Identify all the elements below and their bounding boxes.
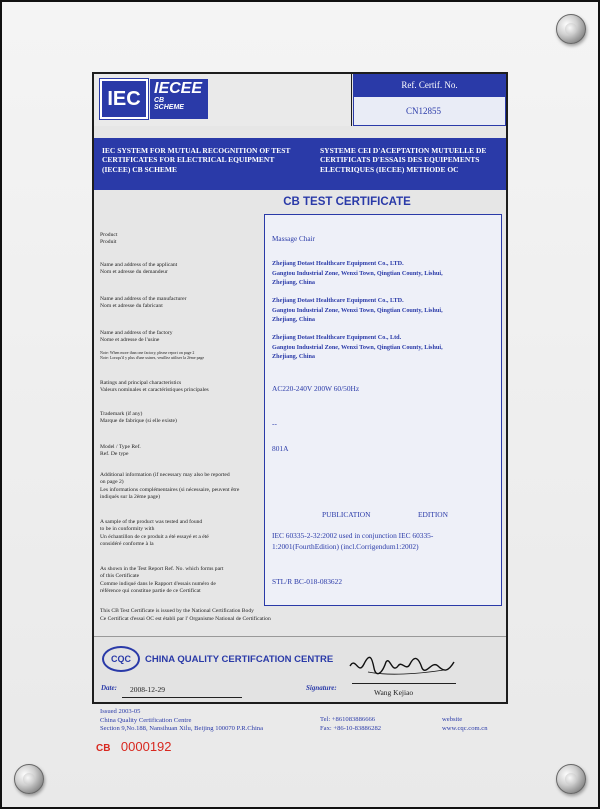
cqc-logo-icon: CQC — [102, 646, 140, 672]
iecee-logo-cb: CB — [154, 97, 165, 104]
manufacturer-label-en: Name and address of the manufacturer — [100, 296, 187, 302]
model-label-fr: Ref. De type — [100, 451, 129, 458]
additional-info-label — [100, 472, 239, 501]
bottom-right-screw-icon — [556, 764, 586, 794]
test-report-label — [100, 566, 223, 595]
ratings-value: AC220-240V 200W 60/50Hz — [272, 384, 360, 393]
factory-note-en: Note: When more than one factory, please report on page 2 — [100, 350, 195, 355]
footer-fax: Fax: +86-10-83886282 — [320, 724, 382, 732]
report-label-fr-1: Comme indiqué dans le Rapport d'essais numéro de — [100, 580, 216, 587]
sample-label-fr-2: considéré conforme à la — [100, 540, 154, 547]
sample-label-en-2: to be in conformity with — [100, 526, 155, 533]
banner-english: IEC SYSTEM FOR MUTUAL RECOGNITION OF TEST CERTIFICATES FOR ELECTRICAL EQUIPMENT (IECEE) CB SCHEME — [102, 146, 291, 174]
certification-centre-name: CHINA QUALITY CERTIFCATION CENTRE — [145, 654, 334, 665]
top-right-screw-icon — [556, 14, 586, 44]
standard-value — [272, 530, 500, 553]
trademark-label-en: Trademark (if any) — [100, 411, 143, 417]
sample-conformity-label — [100, 519, 209, 548]
date-value: 2008-12-29 — [130, 685, 165, 694]
model-label-en: Model / Type Ref. — [100, 444, 141, 450]
date-label: Date: — [101, 684, 117, 692]
logo-area — [94, 74, 352, 126]
applicant-region: Zhejiang, China — [272, 279, 315, 287]
factory-value — [272, 333, 500, 362]
serial-prefix: CB — [96, 743, 111, 754]
factory-name: Zhejiang Dotast Healthcare Equipment Co., Ltd. — [272, 334, 402, 341]
certificate-header — [94, 74, 506, 126]
manufacturer-value — [272, 296, 500, 325]
factory-label-en: Name and address of the factory — [100, 330, 173, 336]
serial-value: 0000192 — [120, 739, 172, 754]
footer-website-url: www.cqc.com.cn — [442, 724, 488, 732]
product-label — [100, 232, 117, 247]
scheme-banner — [94, 138, 506, 190]
publication-header: PUBLICATION — [322, 510, 371, 519]
factory-note-fr: Note: Lorsqu'il y plus d'une usines, veuillez utiliser la 2ème page — [100, 354, 205, 360]
applicant-label-en: Name and address of the applicant — [100, 262, 178, 268]
report-label-fr-2: référence qui constitue partie de ce Certificat — [100, 587, 201, 594]
manufacturer-name: Zhejiang Dotast Healthcare Equipment Co., LTD. — [272, 297, 404, 304]
report-label-en-2: of this Certificate — [100, 573, 140, 580]
ratings-label-fr: Valeurs nominales et caractéristiques principales — [100, 387, 209, 394]
sample-label-en-1: A sample of the product was tested and found — [100, 519, 203, 525]
iecee-logo-text: IECEE — [154, 80, 203, 97]
additional-info-fr-2: indiqués sur la 2ème page) — [100, 493, 160, 500]
product-value: Massage Chair — [272, 235, 315, 243]
trademark-label-fr: Marque de fabrique (si elle existe) — [100, 418, 177, 425]
manufacturer-address: Gangtou Industrial Zone, Wenxi Town, Qingtian County, Lishui, — [272, 306, 443, 314]
factory-note — [100, 351, 204, 361]
banner-french: SYSTEME CEI D'ACEPTATION MUTUELLE DE CERTIFICATS D'ESSAIS DES EQUIPEMENTS ELECTRIQUES (IECEE) METHODE OC — [320, 146, 487, 174]
manufacturer-label-fr: Nom et adresse du fabricant — [100, 303, 163, 310]
model-label — [100, 444, 141, 459]
standard-value-1: IEC 60335-2-32:2002 used in conjunction IEC 60335- — [272, 531, 434, 540]
signatory-name: Wang Kejiao — [374, 688, 414, 697]
footer-address: Section 9,No.188, Nansihuan Xilu, Beijing 100070 P.R.China — [100, 725, 264, 733]
applicant-address: Gangtou Industrial Zone, Wenxi Town, Qingtian County, Lishui, — [272, 269, 443, 277]
handwritten-signature-icon — [348, 652, 458, 682]
iecee-cb-logo-icon — [150, 79, 208, 119]
serial-number — [96, 738, 172, 756]
iecee-logo-scheme: SCHEME — [154, 104, 184, 111]
manufacturer-region: Zhejiang, China — [272, 316, 315, 324]
additional-info-en-1: Additional information (if necessary may also be reported — [100, 472, 230, 478]
trademark-value: -- — [272, 419, 277, 428]
footer-organisation: China Quality Certification Centre — [100, 716, 192, 724]
product-label-en: Product — [100, 232, 118, 238]
manufacturer-label — [100, 296, 187, 311]
model-value: 801A — [272, 444, 289, 453]
ratings-label-en: Ratings and principal characteristics — [100, 380, 182, 386]
issued-by-fr: Ce Certificat d'essai OC est établi par l' Organisme National de Certification — [100, 616, 271, 623]
test-report-number: STL/R BC-018-083622 — [272, 577, 343, 586]
date-underline — [122, 697, 242, 698]
ref-certificate-number: CN12855 — [353, 96, 506, 126]
ratings-label — [100, 380, 209, 395]
applicant-label — [100, 262, 177, 277]
trademark-label — [100, 411, 177, 426]
issued-by-note — [100, 607, 271, 623]
applicant-name: Zhejiang Dotast Healthcare Equipment Co., LTD. — [272, 260, 404, 267]
iec-logo-icon: IEC — [100, 79, 148, 119]
standard-value-2: 1:2001(FourthEdition) (incl.Corrigendum1:2002) — [272, 542, 419, 552]
ref-certificate-label: Ref. Certif. No. — [353, 74, 506, 96]
certificate-title: CB TEST CERTIFICATE — [283, 196, 411, 208]
signature-underline — [352, 683, 456, 684]
footer-issuer — [100, 708, 263, 734]
edition-header: EDITION — [418, 510, 448, 519]
footer-contacts — [320, 716, 381, 733]
factory-label-fr: Nome et adresse de l'usine — [100, 337, 160, 344]
footer-telephone: Tel: +861083886666 — [320, 716, 376, 723]
footer-issued-date: Issued 2003-05 — [100, 708, 141, 715]
sample-label-fr-1: Un échantillon de ce produit a été essayé et a été — [100, 533, 209, 540]
issued-by-en: This CB Test Certificate is issued by the National Certification Body — [100, 608, 254, 614]
applicant-value — [272, 259, 500, 288]
applicant-label-fr: Nom et adresse du demandeur — [100, 269, 168, 276]
factory-address: Gangtou Industrial Zone, Wenxi Town, Qingtian County, Lishui, — [272, 343, 443, 351]
ref-certificate-box — [353, 74, 506, 126]
signature-label: Signature: — [306, 684, 337, 692]
factory-region: Zhejiang, China — [272, 353, 315, 361]
report-label-en-1: As shown in the Test Report Ref. No. which forms part — [100, 566, 224, 572]
bottom-left-screw-icon — [14, 764, 44, 794]
product-label-fr: Produit — [100, 239, 117, 246]
footer-website-label: website — [442, 716, 463, 723]
factory-label — [100, 330, 173, 345]
footer-website — [442, 716, 488, 733]
additional-info-en-2: on page 2) — [100, 479, 124, 486]
additional-info-fr-1: Les informations complémentaires (si nécessaire, peuvent être — [100, 486, 240, 493]
